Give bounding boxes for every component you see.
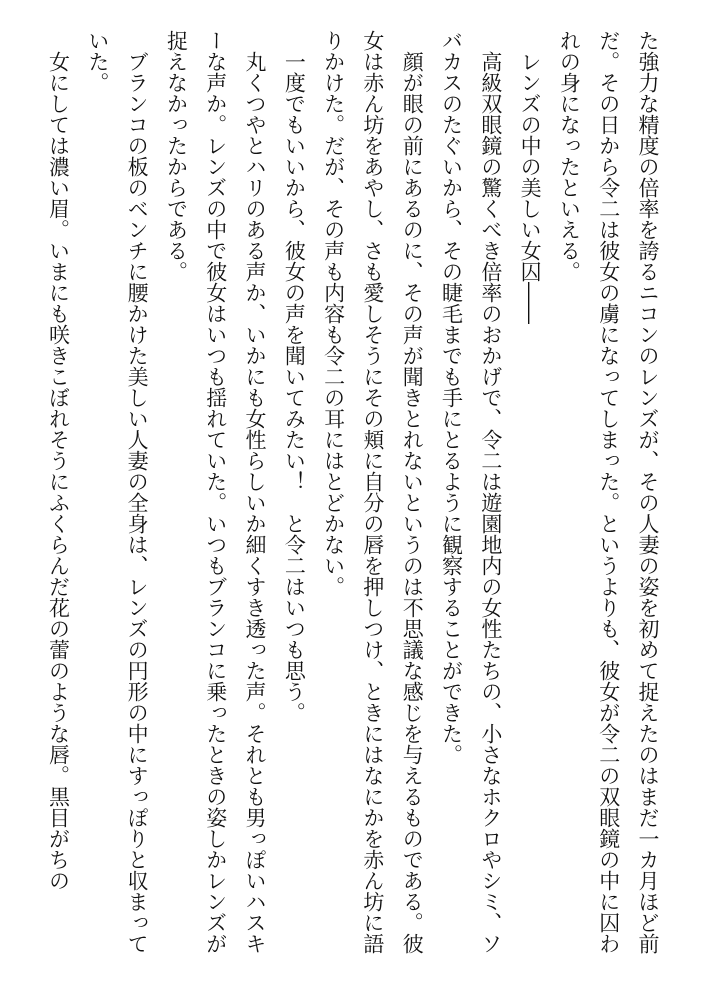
paragraph: 丸くつやとハリのある声か、いかにも女性らしいか細くすき透った声。それとも男っぽいハスキーな声か。レンズの中で彼女はいつも揺れていた。いつもブランコに乗ったときの姿しかレンズが捉えなかったからである。 xyxy=(164,30,268,954)
paragraph: 女にしては濃い眉。いまにも咲きこぼれそうにふくらんだ花の蕾のような唇。黒目がちの xyxy=(46,30,71,891)
paragraph: 一度でもいいから、彼女の声を聞いてみたい！ と令二はいつも思う。 xyxy=(282,30,307,723)
paragraph: た強力な精度の倍率を誇るニコンのレンズが、その人妻の姿を初めて捉えたのはまだ一カ月ほど前だ。その日から令二は彼女の虜になってしまった。というよりも、彼女が令二の双眼鏡の中に囚われの身になったといえる。 xyxy=(557,30,660,954)
vertical-text-body xyxy=(38,30,667,970)
paragraph: ブランコの板のベンチに腰かけた美しい人妻の全身は、レンズの円形の中にすっぽりと収まっていた。 xyxy=(85,30,150,954)
paragraph: 高級双眼鏡の驚くべき倍率のおかげで、令二は遊園地内の女性たちの、小さなホクロやシミ、ソバカスのたぐいから、その睫毛までも手にとるように観察することができた。 xyxy=(439,30,503,954)
paragraph: 顔が眼の前にあるのに、その声が聞きとれないというのは不思議な感じを与えるものである。彼女は赤ん坊をあやし、さも愛しそうにその頬に自分の唇を押しつけ、ときにはなにかを赤ん坊に語りかけた。だが、その声も内容も令二の耳にはとどかない。 xyxy=(321,30,425,954)
paragraph: レンズの中の美しい女囚―― xyxy=(518,30,543,324)
